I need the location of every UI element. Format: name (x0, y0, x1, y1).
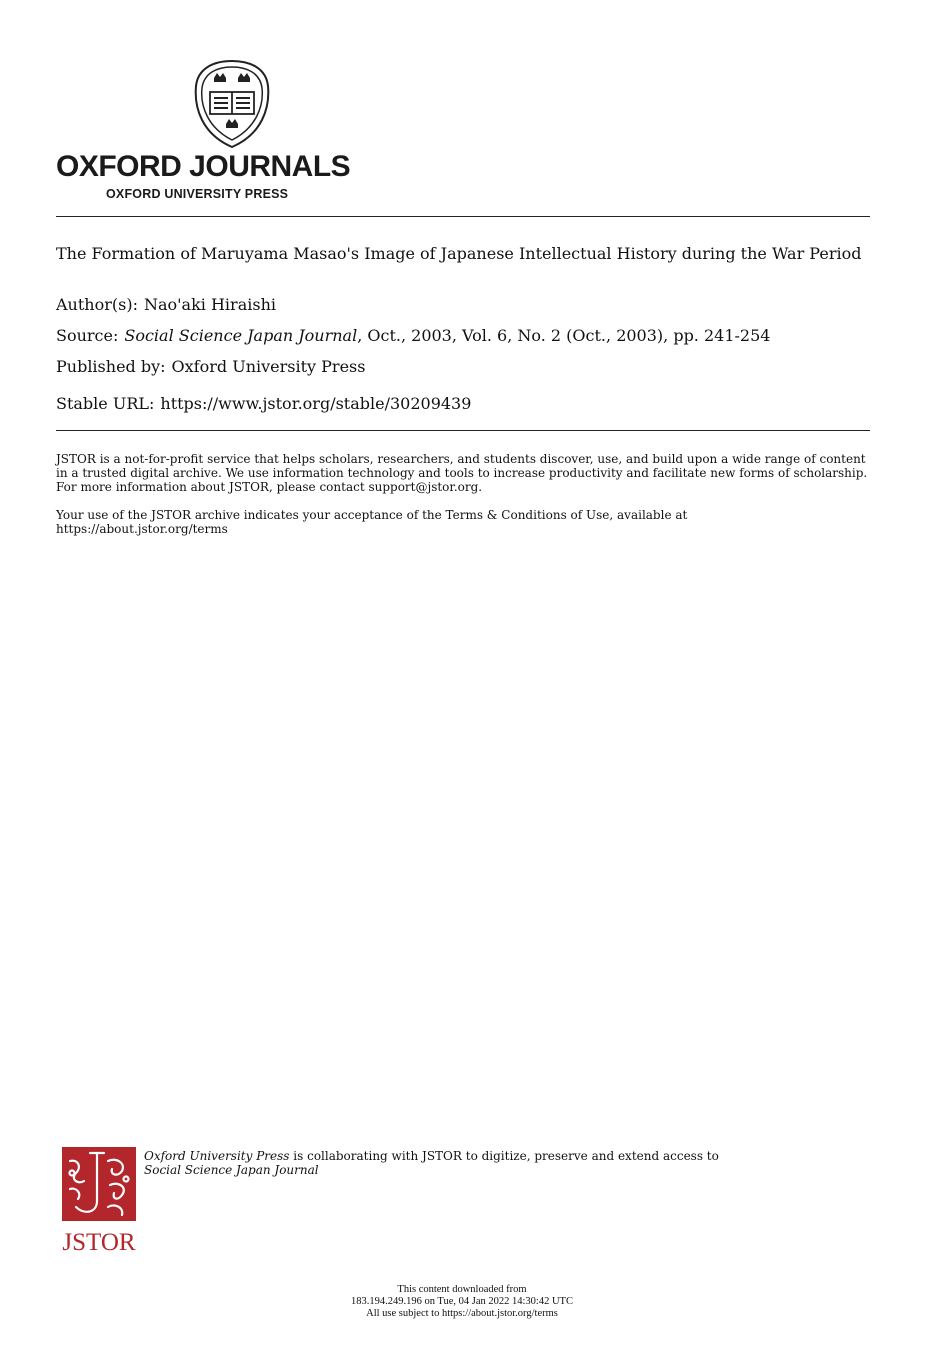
terms-text: Your use of the JSTOR archive indicates your acceptance of the Terms & Conditions of Use, available at (56, 508, 688, 522)
stable-url-link[interactable]: https://www.jstor.org/stable/30209439 (160, 394, 472, 413)
oxford-journals-wordmark: OXFORD JOURNALS (56, 150, 351, 183)
jstor-logo-text: JSTOR (62, 1229, 136, 1255)
terms-link[interactable]: https://about.jstor.org/terms (56, 522, 228, 536)
footer-line-2: 183.194.249.196 on Tue, 04 Jan 2022 14:30:42 UTC (351, 1296, 573, 1307)
oxford-seal-icon (192, 58, 272, 150)
middle-divider (56, 430, 870, 431)
jstor-logo-emblem (62, 1147, 136, 1221)
authors-label: Author(s): (56, 295, 138, 314)
publisher-line (56, 358, 870, 376)
publisher-label: Published by: (56, 357, 166, 376)
article-title: The Formation of Maruyama Masao's Image of Japanese Intellectual History during the War Period (56, 244, 862, 263)
jstor-logo (60, 1147, 138, 1255)
collaboration-note (144, 1149, 844, 1177)
terms-notice (56, 508, 870, 536)
source-line (56, 327, 870, 345)
top-divider (56, 216, 870, 217)
collab-publisher: Oxford University Press (144, 1149, 290, 1163)
collab-text: is collaborating with JSTOR to digitize, preserve and extend access to (293, 1149, 719, 1163)
download-footer (262, 1284, 662, 1320)
source-details: , Oct., 2003, Vol. 6, No. 2 (Oct., 2003), pp. 241-254 (357, 326, 771, 345)
authors-value: Nao'aki Hiraishi (143, 295, 276, 314)
collab-journal: Social Science Japan Journal (144, 1163, 319, 1177)
authors-line (56, 296, 870, 314)
jstor-notice: JSTOR is a not-for-profit service that helps scholars, researchers, and students discover, use, and build upon a wide range of content in a trusted digital archive. We use information technology and tools to increase productivity and facilitate new forms of scholarship. For more information about JSTOR, please contact support@jstor.org. (56, 452, 868, 494)
publisher-value: Oxford University Press (171, 357, 366, 376)
source-label: Source: (56, 326, 119, 345)
oxford-journals-logo (56, 58, 416, 208)
stable-url-label: Stable URL: (56, 394, 155, 413)
stable-url-line (56, 395, 870, 413)
oxford-university-press-wordmark: OXFORD UNIVERSITY PRESS (106, 187, 289, 201)
source-journal: Social Science Japan Journal (124, 326, 358, 345)
footer-line-1: This content downloaded from (397, 1284, 527, 1295)
footer-line-3: All use subject to https://about.jstor.org/terms (366, 1308, 558, 1319)
